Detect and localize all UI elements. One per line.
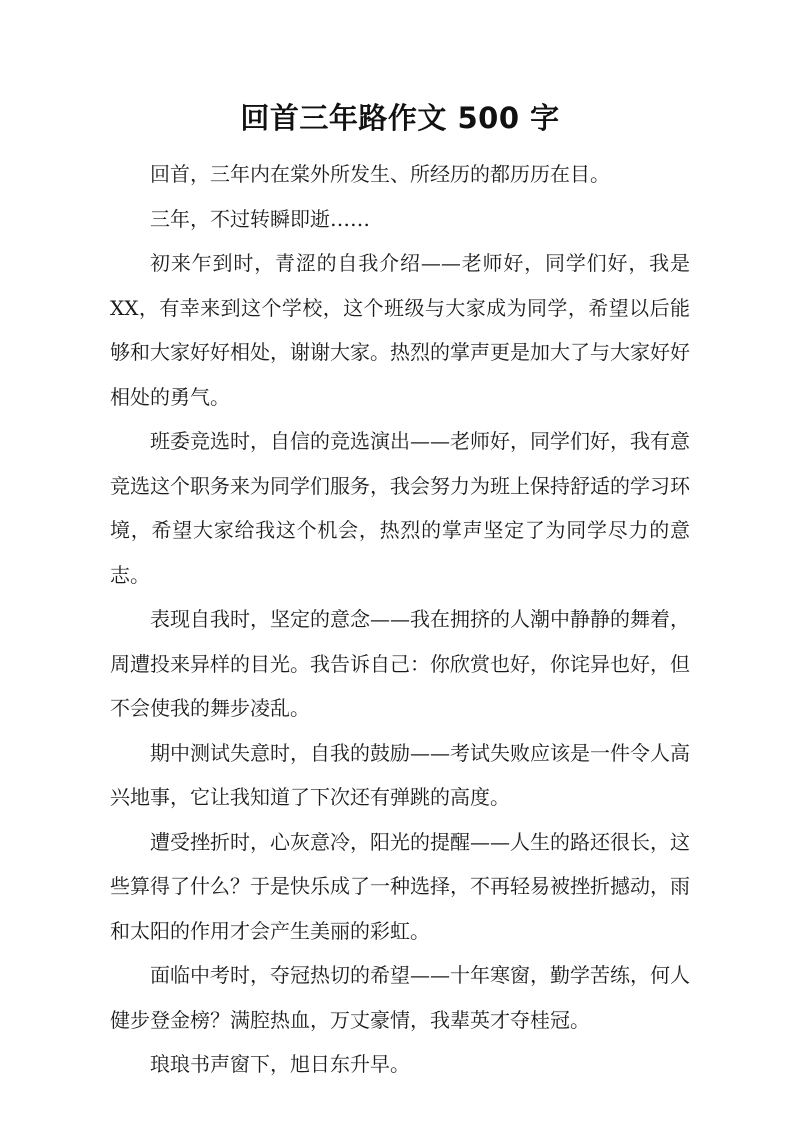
document-title: 回首三年路作文 500 字 xyxy=(240,101,560,135)
paragraph-2: 三年，不过转瞬即逝…… xyxy=(150,206,370,231)
paragraph-5: 表现自我时，坚定的意念——我在拥挤的人潮中静静的舞着，周遭投来异样的目光。我告诉自己：你欣赏也好，你诧异也好，但不会使我的舞步凌乱。 xyxy=(110,607,690,720)
paragraph-8: 面临中考时，夺冠热切的希望——十年寒窗，勤学苦练，何人健步登金榜？满腔热血，万丈豪情，我辈英才夺桂冠。 xyxy=(110,963,690,1032)
paragraph-7: 遭受挫折时，心灰意冷，阳光的提醒——人生的路还很长，这些算得了什么？于是快乐成了一种选择，不再轻易被挫折撼动，雨和太阳的作用才会产生美丽的彩虹。 xyxy=(110,829,690,943)
paragraph-1: 回首，三年内在棠外所发生、所经历的都历历在目。 xyxy=(150,162,610,186)
document-body xyxy=(110,152,690,1087)
paragraph-9: 琅琅书声窗下，旭日东升早。 xyxy=(150,1052,410,1076)
paragraph-6: 期中测试失意时，自我的鼓励——考试失败应该是一件令人高兴地事，它让我知道了下次还有弹跳的高度。 xyxy=(110,740,690,809)
paragraph-4: 班委竞选时，自信的竞选演出——老师好，同学们好，我有意竞选这个职务来为同学们服务，我会努力为班上保持舒适的学习环境，希望大家给我这个机会，热烈的掌声坚定了为同学尽力的意志。 xyxy=(110,429,690,587)
paragraph-3: 初来乍到时，青涩的自我介绍——老师好，同学们好，我是 XX，有幸来到这个学校，这个班级与大家成为同学，希望以后能够和大家好好相处，谢谢大家。热烈的掌声更是加大了与大家好好相处的勇气。 xyxy=(110,251,690,409)
